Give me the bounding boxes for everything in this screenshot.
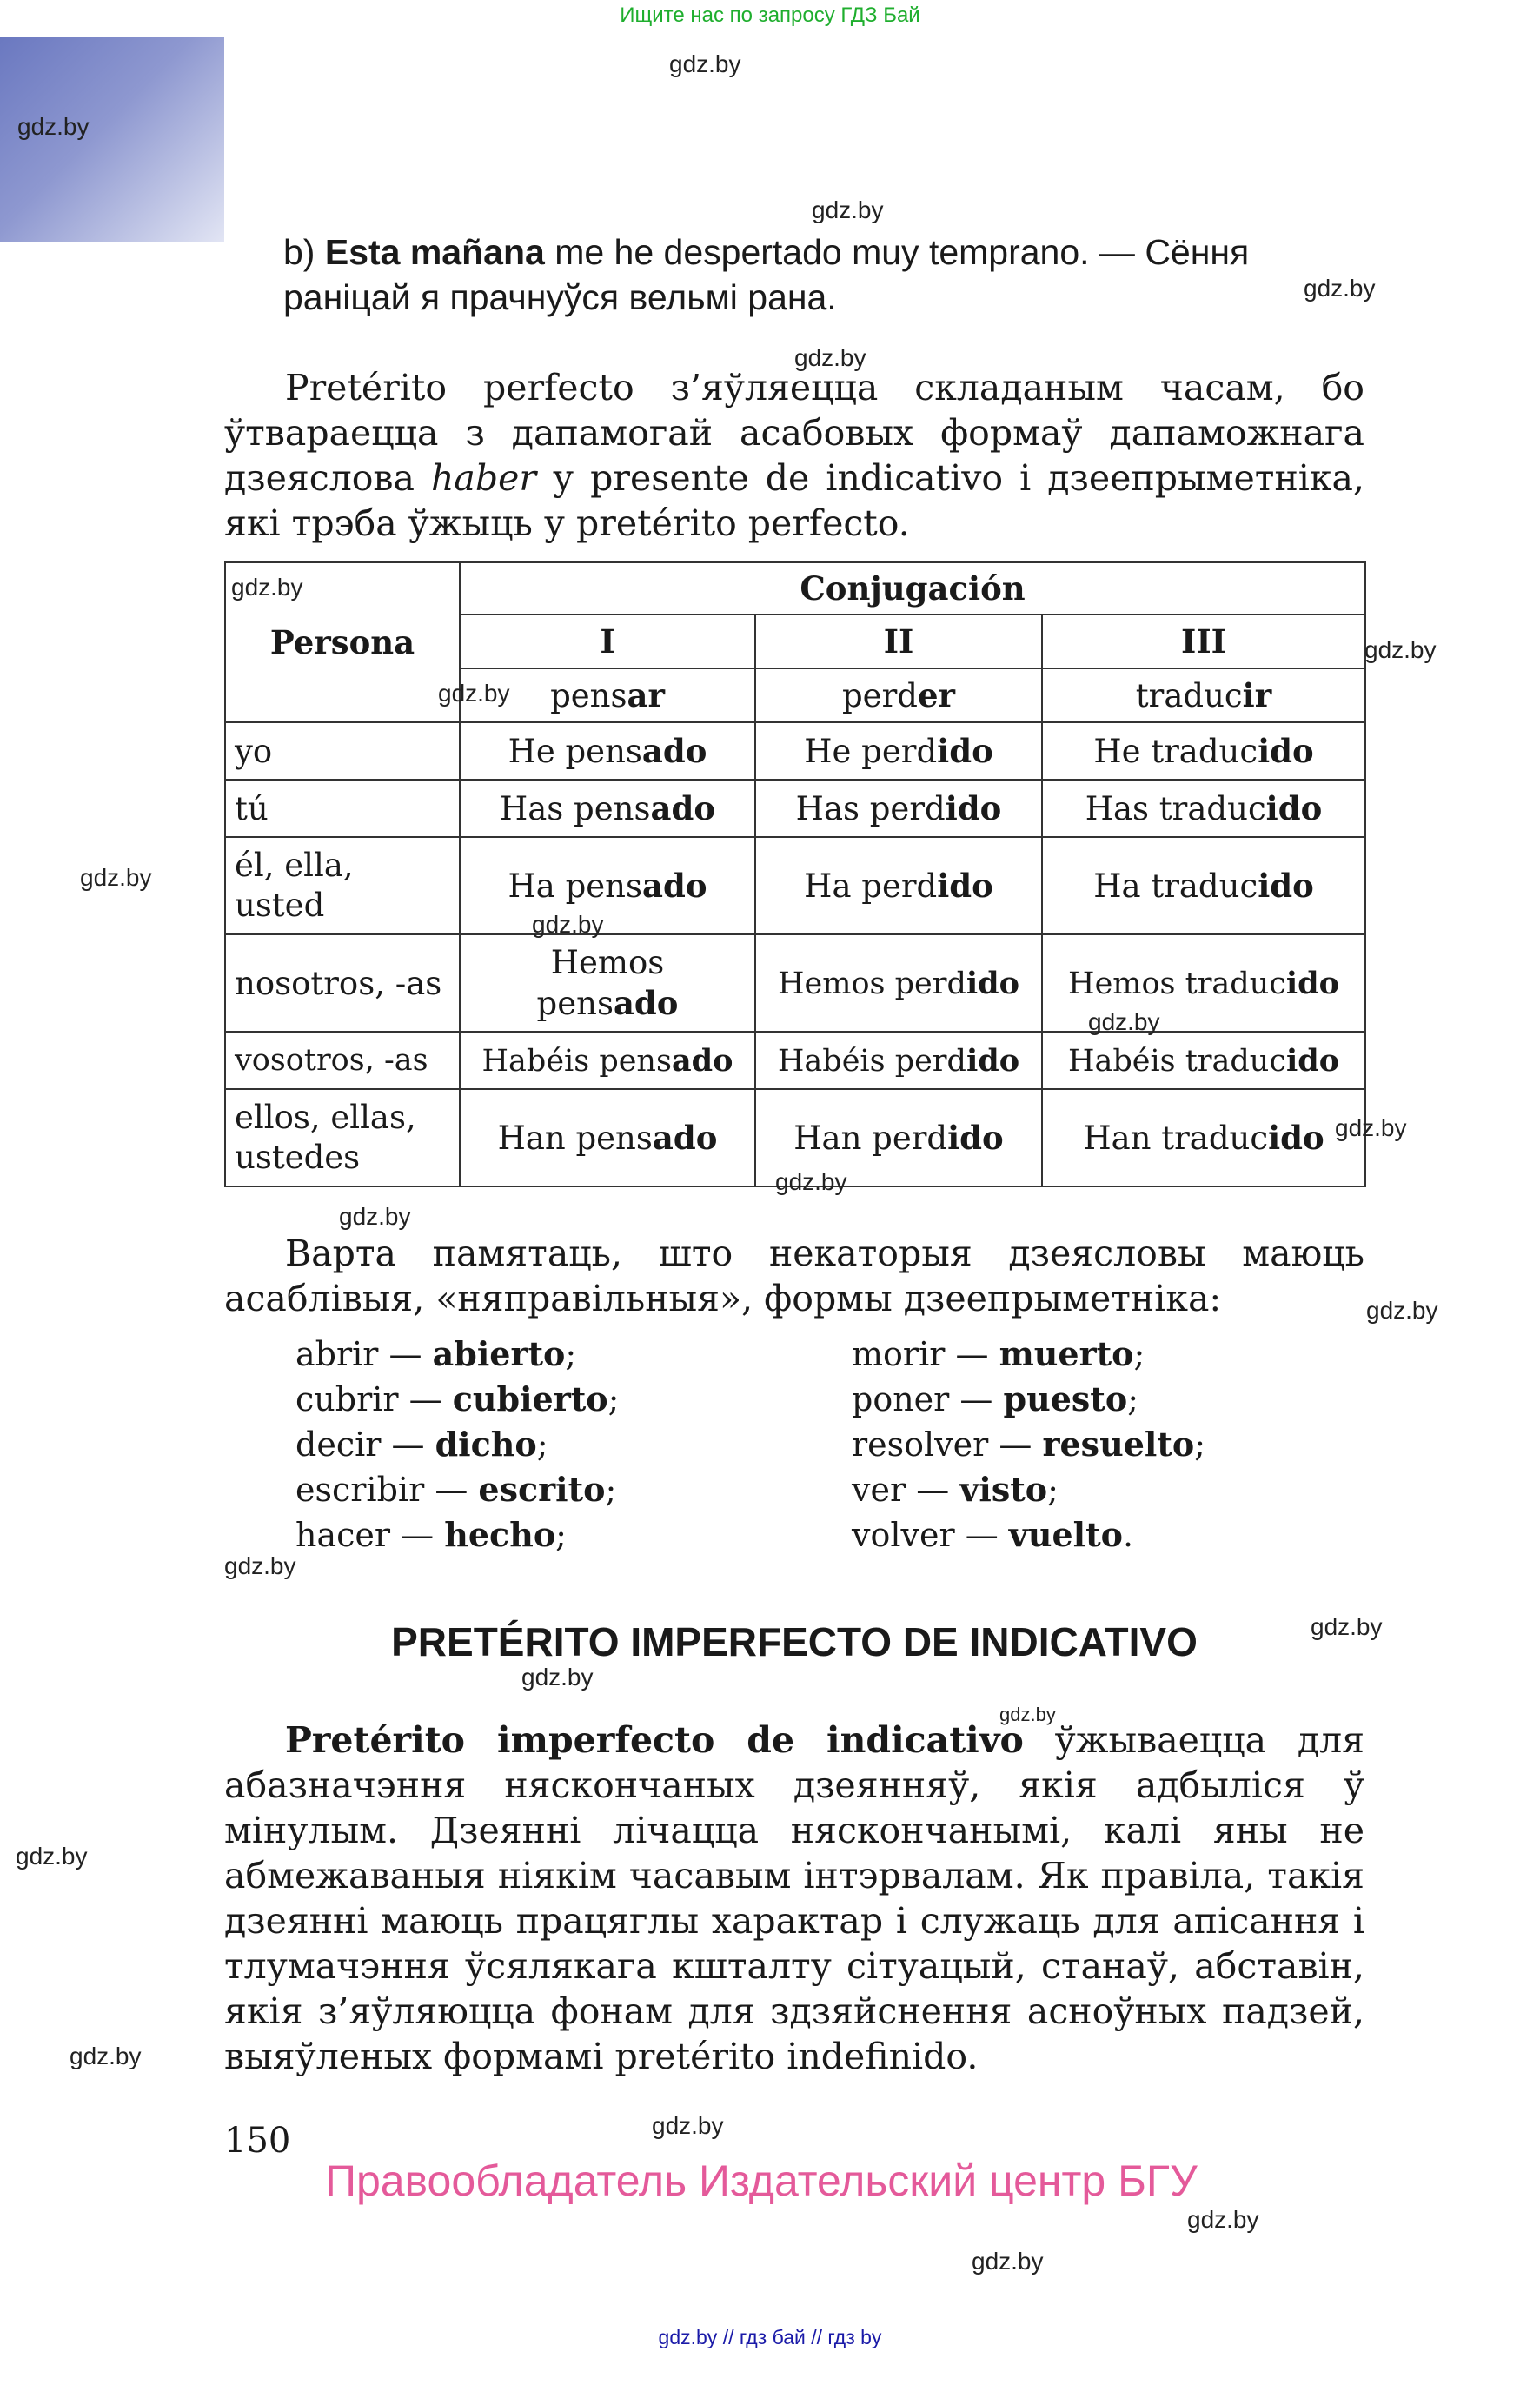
stem: Habéis traduc (1067, 1043, 1286, 1079)
infinitive: cubrir (295, 1380, 399, 1418)
irregular-list-right (852, 1332, 1205, 1558)
dash: — (424, 1471, 479, 1509)
form-cell (460, 1089, 755, 1186)
ending: ido (966, 965, 1019, 1001)
infinitive: poner (852, 1380, 950, 1418)
infinitive: morir (852, 1335, 946, 1373)
ending: ido (1258, 867, 1314, 905)
list-item (295, 1467, 619, 1512)
ending: ar (627, 676, 665, 714)
list-item (295, 1332, 619, 1377)
watermark: gdz.by (1364, 636, 1437, 663)
ending: ado (641, 732, 707, 770)
ending: er (917, 676, 955, 714)
watermark: gdz.by (1304, 275, 1376, 302)
stem: Ha traduc (1093, 867, 1258, 905)
form-cell (1042, 780, 1365, 837)
paragraph-imperfecto-rest: ўжываецца для абазначэння няскончаных дзеянняў, якія адбыліся ў мінулым. Дзеянні лічацца няскончанымі, калі яны не абмежаваныя ніякім часавым інтэрвалам. Як правіла, такія дзеянні маюць працяглы характар і служаць для апісання і тлумачэння ўсялякага кшталту сітуацый, станаў, абставін, якія з’яўляюцца фонам для здзяйснення асноўных падзей, выяўленых формамі pretérito indefinido. (224, 1719, 1364, 2077)
punct: ; (536, 1425, 548, 1464)
page-number: 150 (224, 2121, 291, 2161)
infinitive: volver (852, 1516, 955, 1554)
punct: ; (565, 1335, 577, 1373)
persona-cell: nosotros, -as (225, 934, 460, 1032)
paragraph-perfecto-part1: Pretérito perfecto з’яўляецца складаным часам, бо ўтвараецца з дапамогай асабовых формаў дапаможнага дзеяслова (224, 367, 1364, 499)
ending: ado (650, 789, 715, 827)
table-row (225, 722, 1365, 780)
paragraph-imperfecto (224, 1717, 1364, 2079)
watermark: gdz.by (521, 1664, 594, 1691)
watermark: gdz.by (224, 1552, 296, 1579)
copyright-holder: Правообладатель Издательский центр БГУ (325, 2156, 1198, 2205)
group-header: II (755, 615, 1042, 668)
example-b-prefix: b) (283, 232, 325, 272)
stem: Hemos pens (536, 943, 665, 1022)
stem: Habéis perd (777, 1043, 966, 1079)
persona-header: Persona (225, 562, 460, 722)
form-cell (1042, 722, 1365, 780)
table-row (225, 934, 1365, 1032)
form-cell (755, 780, 1042, 837)
participle: vuelto (1008, 1515, 1124, 1554)
dash: — (378, 1335, 433, 1373)
persona-cell: vosotros, -as (225, 1032, 460, 1089)
form-cell (1042, 1089, 1365, 1186)
ending: ado (652, 1119, 718, 1157)
participle: abierto (432, 1334, 566, 1373)
stem: Has traduc (1085, 790, 1266, 827)
punct: ; (555, 1516, 567, 1554)
infinitive-cell (1042, 668, 1365, 722)
stem: traduc (1135, 677, 1243, 714)
form-cell (1042, 1032, 1365, 1089)
watermark: gdz.by (17, 113, 90, 140)
table-row (225, 780, 1365, 837)
persona-cell: ellos, ellas, ustedes (225, 1089, 460, 1186)
punct: ; (1127, 1380, 1138, 1418)
list-item (852, 1332, 1205, 1377)
infinitive: decir (295, 1425, 382, 1464)
stem: He traduc (1093, 733, 1258, 770)
stem: Has perd (795, 790, 946, 827)
watermark: gdz.by (652, 2112, 724, 2139)
watermark: gdz.by (339, 1203, 411, 1230)
list-item (852, 1467, 1205, 1512)
ending: ido (1265, 789, 1323, 827)
watermark: gdz.by (1088, 1008, 1160, 1035)
stem: Hemos traduc (1068, 966, 1286, 1001)
stem: He perd (804, 733, 938, 770)
form-cell (460, 934, 755, 1032)
punct: ; (1133, 1335, 1145, 1373)
stem: Ha pens (508, 867, 642, 905)
ending: ado (613, 983, 679, 1022)
persona-cell: él, ella, usted (225, 837, 460, 934)
stem: Han pens (497, 1119, 653, 1157)
dash: — (945, 1335, 999, 1373)
dash: — (988, 1425, 1043, 1464)
dash: — (398, 1380, 453, 1418)
table-row (225, 837, 1365, 934)
persona-cell: tú (225, 780, 460, 837)
form-cell (460, 722, 755, 780)
footer-links: gdz.by // гдз бай // гдз by (658, 2326, 882, 2348)
form-cell (755, 934, 1042, 1032)
ending: ado (671, 1042, 733, 1079)
infinitive: escribir (295, 1471, 425, 1509)
ending: ido (1268, 1119, 1324, 1157)
dash: — (954, 1516, 1009, 1554)
watermark: gdz.by (80, 864, 152, 891)
stem: Habéis pens (481, 1043, 672, 1079)
ending: ido (947, 1119, 1004, 1157)
ending: ir (1242, 676, 1272, 714)
watermark: gdz.by (999, 1704, 1056, 1725)
form-cell (1042, 837, 1365, 934)
paragraph-imperfecto-bold: Pretérito imperfecto de indicativo (285, 1719, 1024, 1761)
watermark: gdz.by (231, 574, 303, 601)
ending: ido (937, 867, 993, 905)
stem: Has pens (499, 790, 651, 827)
participle: hecho (444, 1515, 556, 1554)
form-cell (755, 837, 1042, 934)
watermark: gdz.by (1187, 2206, 1259, 2233)
paragraph-perfecto-part2: у presente de indicativo і дзеепрыметніка, які трэба ўжыць у pretérito perfecto. (224, 457, 1364, 544)
watermark: gdz.by (70, 2043, 142, 2069)
watermark: gdz.by (794, 344, 866, 371)
stem: Ha perd (804, 867, 938, 905)
watermark: gdz.by (972, 2248, 1044, 2275)
watermark: gdz.by (438, 680, 510, 707)
irregular-list-left (295, 1332, 619, 1558)
ending: ido (1285, 1042, 1340, 1079)
persona-cell: yo (225, 722, 460, 780)
stem: Hemos perd (778, 966, 966, 1001)
ending: ado (641, 867, 707, 905)
punct: ; (1047, 1471, 1059, 1509)
group-header: I (460, 615, 755, 668)
group-header: III (1042, 615, 1365, 668)
punct: . (1123, 1516, 1134, 1554)
section-title: PRETÉRITO IMPERFECTO DE INDICATIVO (391, 1619, 1198, 1664)
list-item (852, 1377, 1205, 1422)
infinitive-cell (755, 668, 1042, 722)
watermark: gdz.by (16, 1843, 88, 1870)
dash: — (390, 1516, 445, 1554)
stem: Han perd (793, 1119, 948, 1157)
watermark: gdz.by (775, 1168, 847, 1195)
list-item (295, 1422, 619, 1467)
form-cell (755, 722, 1042, 780)
conjugation-table (224, 561, 1366, 1187)
dash: — (906, 1471, 960, 1509)
participle: muerto (999, 1334, 1134, 1373)
stem: pens (550, 677, 627, 714)
table-row (225, 1032, 1365, 1089)
punct: ; (607, 1380, 620, 1418)
infinitive: hacer (295, 1516, 391, 1554)
participle: cubierto (452, 1379, 608, 1418)
example-b (283, 229, 1364, 320)
participle: resuelto (1042, 1425, 1195, 1464)
form-cell (460, 837, 755, 934)
ending: ido (1285, 965, 1339, 1001)
list-item (852, 1422, 1205, 1467)
conjugacion-header: Conjugación (460, 562, 1365, 615)
watermark: gdz.by (532, 911, 604, 938)
punct: ; (1194, 1425, 1206, 1464)
watermark: gdz.by (1311, 1613, 1383, 1640)
form-cell (460, 1032, 755, 1089)
ending: ido (966, 1042, 1020, 1079)
top-note: Ищите нас по запросу ГДЗ Бай (620, 3, 920, 27)
stem: perd (841, 677, 918, 714)
participle: visto (959, 1470, 1048, 1509)
dash: — (381, 1425, 435, 1464)
watermark: gdz.by (812, 196, 884, 223)
list-item (295, 1512, 619, 1558)
watermark: gdz.by (669, 50, 741, 77)
form-cell (460, 780, 755, 837)
ending: ido (945, 789, 1002, 827)
infinitive: abrir (295, 1335, 379, 1373)
paragraph-perfecto-italic: haber (431, 457, 536, 499)
watermark: gdz.by (1366, 1297, 1438, 1324)
list-item (852, 1512, 1205, 1558)
list-item (295, 1377, 619, 1422)
example-b-rest: me he despertado muy temprano. — Сёння раніцай я прачнуўся вельмі рана. (283, 232, 1250, 317)
dash: — (949, 1380, 1004, 1418)
paragraph-irregular: Варта памятаць, што некаторыя дзеясловы маюць асаблівыя, «няправільныя», формы дзеепрыметніка: (224, 1232, 1364, 1319)
infinitive: ver (852, 1471, 906, 1509)
participle: dicho (435, 1425, 537, 1464)
watermark: gdz.by (1335, 1114, 1407, 1141)
stem: Han traduc (1083, 1119, 1269, 1157)
participle: escrito (478, 1470, 606, 1509)
ending: ido (1258, 732, 1314, 770)
punct: ; (605, 1471, 617, 1509)
example-b-bold: Esta mañana (324, 232, 545, 272)
infinitive: resolver (852, 1425, 989, 1464)
participle: puesto (1003, 1379, 1128, 1418)
paragraph-perfecto (224, 365, 1364, 546)
stem: He pens (508, 733, 642, 770)
ending: ido (937, 732, 993, 770)
form-cell (755, 1032, 1042, 1089)
